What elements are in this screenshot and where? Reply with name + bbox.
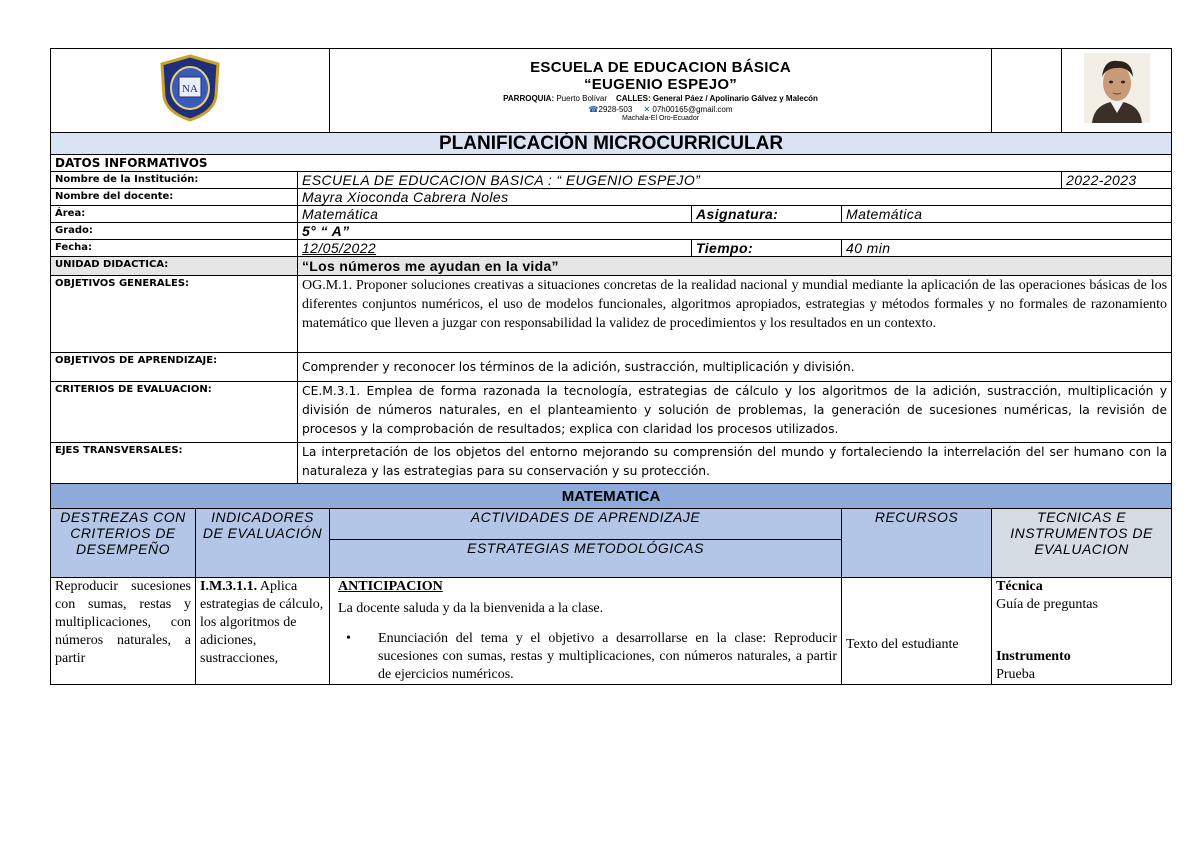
- institucion-label: Nombre de la Institución:: [51, 172, 298, 189]
- planning-table: [50, 48, 1172, 685]
- grado-value: 5° “ A”: [298, 223, 1172, 240]
- indicador-code: I.M.3.1.1.: [200, 579, 258, 594]
- tiempo-label: Tiempo:: [692, 240, 842, 257]
- instrumento-value: Prueba: [996, 667, 1035, 682]
- grado-label: Grado:: [51, 223, 298, 240]
- criterios-label: CRITERIOS DE EVALUACION:: [51, 382, 298, 443]
- estrategias-cell: [330, 578, 842, 685]
- bullet-dot-icon: •: [346, 631, 351, 646]
- eugenio-espejo-portrait: [1084, 53, 1150, 123]
- institucion-value: ESCUELA DE EDUCACION BASICA : “ EUGENIO ESPEJO”: [298, 172, 1062, 189]
- col-actividades: ACTIVIDADES DE APRENDIZAJE: [330, 509, 842, 540]
- instrumento-label: Instrumento: [996, 649, 1071, 664]
- phone-icon: ☎: [588, 104, 599, 114]
- destreza-cell: Reproducir sucesiones con sumas, restas y multiplicaciones, con números naturales, a partir: [51, 578, 196, 685]
- col-indicadores: INDICADORES DE EVALUACIÓN: [196, 509, 330, 578]
- col-recursos: RECURSOS: [842, 509, 992, 578]
- saludo-text: La docente saluda y da la bienvenida a la clase.: [338, 601, 604, 616]
- page-title: PLANIFICACIÓN MICROCURRICULAR: [51, 133, 1172, 155]
- pin-icon: ✕: [643, 104, 651, 114]
- anticipacion-heading: ANTICIPACION: [338, 579, 443, 594]
- area-value: Matemática: [298, 206, 692, 223]
- planning-document: [50, 48, 1171, 685]
- docente-label: Nombre del docente:: [51, 189, 298, 206]
- docente-value: Mayra Xioconda Cabrera Noles: [298, 189, 1172, 206]
- asignatura-label: Asignatura:: [692, 206, 842, 223]
- school-logo-cell: [51, 49, 330, 133]
- bullet-text: Enunciación del tema y el objetivo a desarrollarse en la clase: Reproducir sucesiones con sumas, restas y multiplicaciones, con números naturales, a partir de ejercicios numéricos.: [378, 631, 838, 682]
- fecha-label: Fecha:: [51, 240, 298, 257]
- school-year: 2022-2023: [1062, 172, 1172, 189]
- unidad-label: UNIDAD DIDACTICA:: [51, 257, 298, 276]
- tecnica-label: Técnica: [996, 579, 1043, 594]
- fecha-value: 12/05/2022: [298, 240, 692, 257]
- tecnica-value: Guía de preguntas: [996, 597, 1098, 612]
- asignatura-value: Matemática: [842, 206, 1172, 223]
- school-city: Machala-El Oro-Ecuador: [622, 114, 700, 122]
- empty-header-cell: [992, 49, 1062, 133]
- objapr-label: OBJETIVOS DE APRENDIZAJE:: [51, 353, 298, 382]
- objgen-value: OG.M.1. Proponer soluciones creativas a situaciones concretas de la realidad nacional y mundial mediante la aplicación de las operaciones básicas de los diferentes conjuntos numéricos, el uso de modelos funcionales, algoritmos apropiados, estrategias y métodos formales y no formales de razonamiento matemático que lleven a juzgar con responsabilidad la validez de procedimientos y los resultados en un contexto.: [298, 276, 1172, 353]
- school-address: PARROQUIA: Puerto Bolívar CALLES: General Páez / Apolinario Gálvez y Malecón: [503, 93, 818, 103]
- objapr-value: Comprender y reconocer los términos de la adición, sustracción, multiplicación y división.: [298, 353, 1172, 382]
- unidad-value: “Los números me ayudan en la vida”: [298, 257, 1172, 276]
- logo-text: NA: [182, 83, 198, 95]
- school-subname: “EUGENIO ESPEJO”: [583, 75, 738, 93]
- criterios-value: CE.M.3.1. Emplea de forma razonada la tecnología, estrategias de cálculo y los algoritmos de la adición, sustracción, multiplicación y división de números naturales, en el planteamiento y solución de problemas, la generación de sucesiones numéricas, la revisión de procesos y la comprobación de resultados; explica con claridad los procesos utilizados.: [298, 382, 1172, 443]
- school-contact: ☎2928-503 ✕ 07h00165@gmail.com: [588, 104, 733, 114]
- ejes-value: La interpretación de los objetos del entorno mejorando su comprensión del mundo y fortaleciendo la interrelación del ser humano con la naturaleza y las estrategias para su conservación y su protección.: [298, 443, 1172, 484]
- area-label: Área:: [51, 206, 298, 223]
- col-tecnicas: TECNICAS E INSTRUMENTOS DE EVALUACION: [992, 509, 1172, 578]
- school-header: [330, 49, 992, 133]
- col-estrategias: ESTRATEGIAS METODOLÓGICAS: [330, 540, 842, 578]
- indicador-cell: [196, 578, 330, 685]
- section-title: MATEMATICA: [51, 484, 1172, 509]
- school-shield-logo: [158, 54, 222, 122]
- bullet-item: [338, 630, 837, 684]
- ejes-label: EJES TRANSVERSALES:: [51, 443, 298, 484]
- indicador-text: Aplica estrategias de cálculo, los algoritmos de adiciones, sustracciones,: [200, 579, 324, 666]
- col-destrezas: DESTREZAS CON CRITERIOS DE DESEMPEÑO: [51, 509, 196, 578]
- school-name: ESCUELA DE EDUCACION BÁSICA: [530, 58, 791, 76]
- datos-heading: DATOS INFORMATIVOS: [51, 155, 1172, 172]
- objgen-label: OBJETIVOS GENERALES:: [51, 276, 298, 353]
- recurso-cell: Texto del estudiante: [842, 578, 992, 685]
- tiempo-value: 40 min: [842, 240, 1172, 257]
- portrait-cell: [1062, 49, 1172, 133]
- tecnicas-cell: [992, 578, 1172, 685]
